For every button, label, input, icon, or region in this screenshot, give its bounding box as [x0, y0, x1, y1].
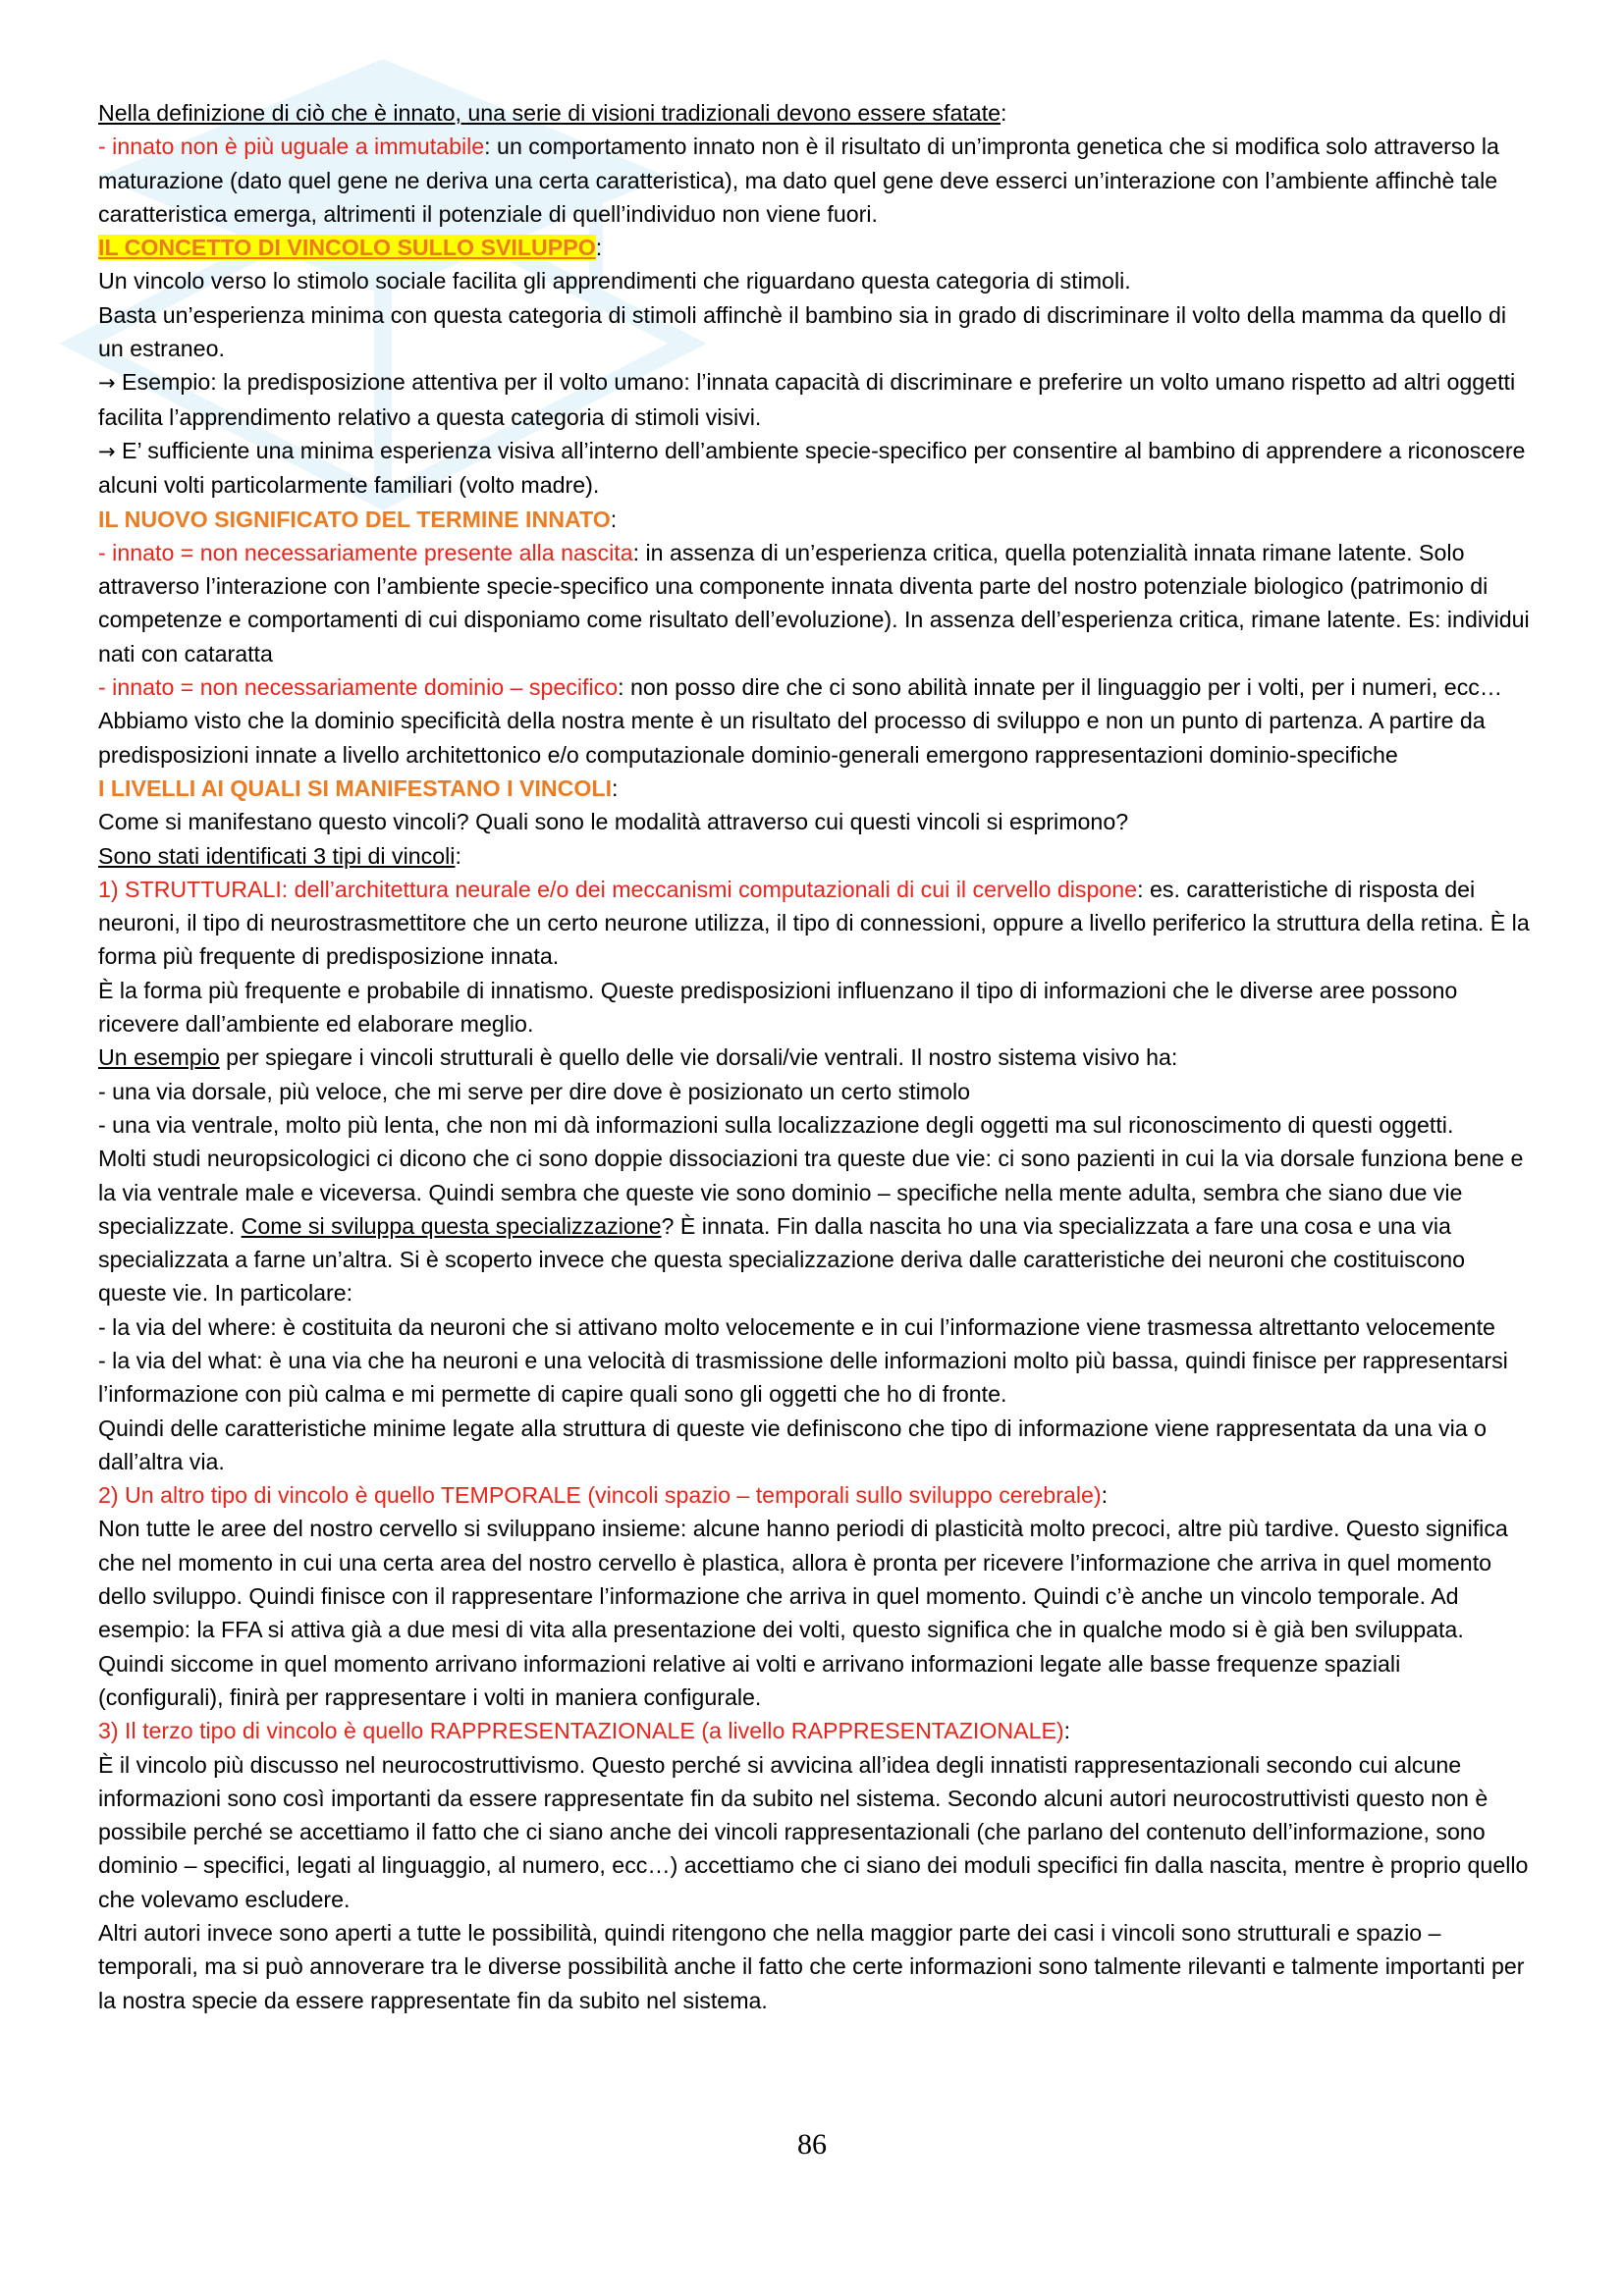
- heading-nuovo-significato: IL NUOVO SIGNIFICATO DEL TERMINE INNATO:: [98, 506, 618, 532]
- list-item-what: - la via del what: è una via che ha neuroni e una velocità di trasmissione delle informazioni molto più bassa, quindi finisce per rappresentarsi l’informazione con più calma e mi permette di capire quali sono gli oggetti che ho di fronte.: [98, 1347, 1508, 1408]
- molti-studi-paragraph: Molti studi neuropsicologici ci dicono che ci sono doppie dissociazioni tra queste due vie: ci sono pazienti in cui la via dorsale funziona bene e la via ventrale male e viceversa. Quindi sembra che queste vie sono dominio – specifiche nella mente adulta, sembra che siano due vie specializzate. Come si sviluppa questa specializzazione? È innata. Fin dalla nascita ho una via specializzata a fare una cosa e una via specializzata a farne un’altra. Si è scoperto invece che questa specializzazione deriva dalle caratteristiche dei neuroni che costituiscono queste vie. In particolare:: [98, 1146, 1524, 1307]
- arrow-icon: →: [98, 439, 116, 463]
- arrow-icon: →: [98, 371, 116, 396]
- innato-dominio-paragraph: - innato = non necessariamente dominio – specifico: non posso dire che ci sono abilità innate per il linguaggio per i volti, per i numeri, ecc… Abbiamo visto che la dominio specificità della nostra mente è un risultato del processo di sviluppo e non un punto di partenza. A partire da predisposizioni innate a livello architettonico e/o computazionale dominio-generali emergono rappresentazioni dominio-specifiche: [98, 674, 1503, 768]
- page-number: 86: [797, 2128, 827, 2161]
- innato-nascita-paragraph: - innato = non necessariamente presente alla nascita: in assenza di un’esperienza critica, quella potenzialità innata rimane latente. Solo attraverso l’interazione con l’ambiente specie-specifico una componente innata diventa parte del nostro potenziale biologico (patrimonio di competenze e comportamenti di cui disponiamo come risultato dell’evoluzione). In assenza dell’esperienza critica, rimane latente. Es: individui nati con cataratta: [98, 539, 1530, 667]
- sufficiente-paragraph: → E’ sufficiente una minima esperienza visiva all’interno dell’ambiente specie-specifico per consentire al bambino di apprendere a riconoscere alcuni volti particolarmente familiari (volto madre).: [98, 437, 1526, 499]
- quindi-paragraph: Quindi delle caratteristiche minime legate alla struttura di queste vie definiscono che tipo di informazione viene rappresentata da una via o dall’altra via.: [98, 1415, 1487, 1474]
- rappresentazionale-heading: 3) Il terzo tipo di vincolo è quello RAPPRESENTAZIONALE (a livello RAPPRESENTAZIONALE):: [98, 1718, 1071, 1744]
- heading-livelli-vincoli: I LIVELLI AI QUALI SI MANIFESTANO I VINCOLI:: [98, 774, 619, 801]
- altri-autori-paragraph: Altri autori invece sono aperti a tutte le possibilità, quindi ritengono che nella maggior parte dei casi i vincoli sono strutturali e spazio – temporali, ma si può annoverare tra le diverse possibilità anche il fatto che certe informazioni sono talmente rilevanti e talmente importanti per la nostra specie da essere rappresentate fin da subito nel sistema.: [98, 1920, 1525, 2013]
- esempio-paragraph: → Esempio: la predisposizione attentiva per il volto umano: l’innata capacità di discriminare e preferire un volto umano rispetto ad altri oggetti facilita l’apprendimento relativo a questa categoria di stimoli visivi.: [98, 369, 1516, 430]
- heading-concetto-vincolo: IL CONCETTO DI VINCOLO SULLO SVILUPPO:: [98, 235, 603, 261]
- document-body: [98, 96, 1532, 2017]
- list-item-ventrale: - una via ventrale, molto più lenta, che non mi dà informazioni sulla localizzazione degli oggetti ma sul riconoscimento di questi oggetti.: [98, 1111, 1454, 1138]
- un-esempio-paragraph: Un esempio per spiegare i vincoli strutturali è quello delle vie dorsali/vie ventrali. Il nostro sistema visivo ha:: [98, 1044, 1178, 1071]
- tipi-paragraph: Sono stati identificati 3 tipi di vincoli:: [98, 842, 461, 869]
- strutturali-paragraph: 1) STRUTTURALI: dell’architettura neurale e/o dei meccanismi computazionali di cui il cervello dispone: es. caratteristiche di risposta dei neuroni, il tipo di neurostrasmettitore che un certo neurone utilizza, il tipo di connessioni, oppure a livello periferico la struttura della retina. È la forma più frequente di predisposizione innata.: [98, 876, 1530, 970]
- list-item-dorsale: - una via dorsale, più veloce, che mi serve per dire dove è posizionato un certo stimolo: [98, 1078, 971, 1104]
- come-paragraph: Come si manifestano questo vincoli? Quali sono le modalità attraverso cui questi vincoli si esprimono?: [98, 809, 1129, 835]
- vincolo-paragraph: Un vincolo verso lo stimolo sociale facilita gli apprendimenti che riguardano questa categoria di stimoli.: [98, 268, 1131, 294]
- intro-paragraph: Nella definizione di ciò che è innato, una serie di visioni tradizionali devono essere sfatate:: [98, 100, 1007, 126]
- vincolo-piu-paragraph: È il vincolo più discusso nel neurocostruttivismo. Questo perché si avvicina all’idea degli innatisti rappresentazionali secondo cui alcune informazioni sono così importanti da essere rappresentate fin da subito nel sistema. Secondo alcuni autori neurocostruttivisti questo non è possibile perché se accettiamo il fatto che ci siano anche dei vincoli rappresentazionali (che parlano del contenuto dell’informazione, sono dominio – specifici, legati al linguaggio, al numero, ecc…) accettiamo che ci siano dei moduli specifici fin dalla nascita, mentre è proprio quello che volevamo escludere.: [98, 1751, 1529, 1912]
- non-tutte-paragraph: Non tutte le aree del nostro cervello si sviluppano insieme: alcune hanno periodi di plasticità molto precoci, altre più tardive. Questo significa che nel momento in cui una certa area del nostro cervello è plastica, allora è pronta per ricevere l’informazione che arriva in quel momento dello sviluppo. Quindi finisce con il rappresentare l’informazione che arriva in quel momento. Quindi c’è anche un vincolo temporale. Ad esempio: la FFA si attiva già a due mesi di vita alla presentazione dei volti, questo significa che in qualche modo si è già ben sviluppata. Quindi siccome in quel momento arrivano informazioni relative ai volti e arrivano informazioni legate alle basse frequenze spaziali (configurali), finirà per rappresentare i volti in maniera configurale.: [98, 1516, 1508, 1710]
- list-item-where: - la via del where: è costituita da neuroni che si attivano molto velocemente e in cui l’informazione viene trasmessa altrettanto velocemente: [98, 1313, 1495, 1340]
- forma-paragraph: È la forma più frequente e probabile di innatismo. Queste predisposizioni influenzano il tipo di informazioni che le diverse aree possono ricevere dall’ambiente ed elaborare meglio.: [98, 977, 1458, 1038]
- basta-paragraph: Basta un’esperienza minima con questa categoria di stimoli affinchè il bambino sia in grado di discriminare il volto della mamma da quello di un estraneo.: [98, 301, 1507, 362]
- intro-underlined: Nella definizione di ciò che è innato, una serie di visioni tradizionali devono essere sfatate: [98, 100, 1001, 126]
- temporale-heading: 2) Un altro tipo di vincolo è quello TEMPORALE (vincoli spazio – temporali sullo sviluppo cerebrale):: [98, 1482, 1109, 1509]
- innato-label: - innato non è più uguale a immutabile: [98, 133, 485, 160]
- innato-paragraph: - innato non è più uguale a immutabile: un comportamento innato non è il risultato di un’impronta genetica che si modifica solo attraverso la maturazione (dato quel gene ne deriva una certa caratteristica), ma dato quel gene deve esserci un’interazione con l’ambiente affinchè tale caratteristica emerga, altrimenti il potenziale di quell’individuo non viene fuori.: [98, 133, 1499, 227]
